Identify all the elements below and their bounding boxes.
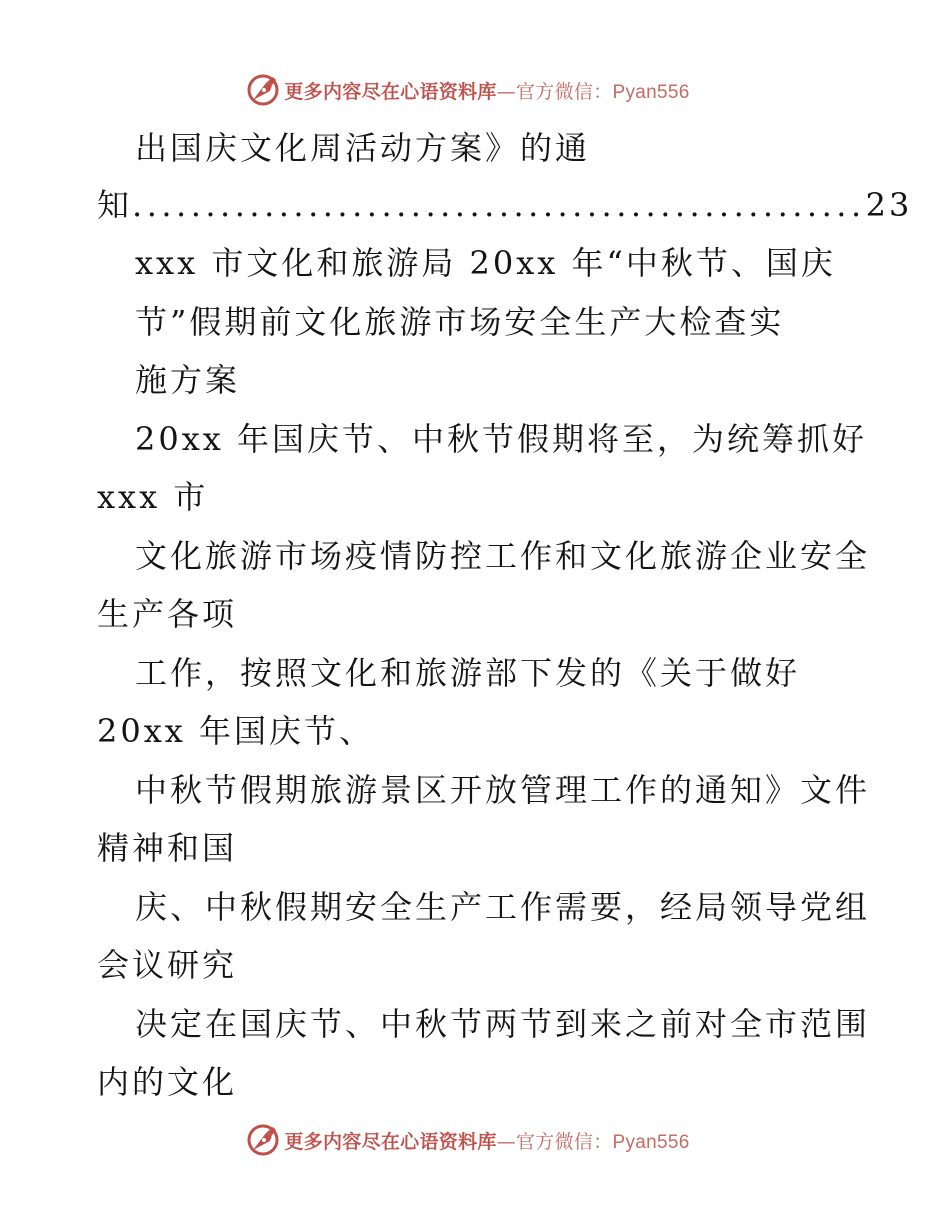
- doc-title-line-1: xxx 市文化和旅游局 20xx 年“中秋节、国庆: [135, 244, 836, 282]
- header-banner: [0, 70, 950, 110]
- header-banner-text: [284, 77, 689, 104]
- doc-body-line-3: 文化旅游市场疫情防控工作和文化旅游企业安全: [135, 537, 871, 575]
- toc-entry-leader-dots: ..................................................: [132, 186, 866, 224]
- doc-body-line-6: 20xx 年国庆节、: [97, 712, 374, 750]
- doc-body-line-12: 内的文化: [97, 1063, 238, 1101]
- footer-banner-content: [246, 1123, 689, 1157]
- doc-body-line-9: 庆、中秋假期安全生产工作需要，经局领导党组: [135, 888, 871, 926]
- pen-nib-logo-icon: [246, 1123, 280, 1157]
- doc-body-line-10: 会议研究: [97, 946, 238, 984]
- footer-banner-dash: —: [496, 1130, 516, 1153]
- header-banner-dash: —: [496, 80, 516, 103]
- doc-body-line-1: 20xx 年国庆节、中秋节假期将至，为统筹抓好: [135, 420, 867, 458]
- doc-title-line-3: 施方案: [135, 361, 241, 399]
- footer-banner-contact: 官方微信：: [516, 1130, 613, 1153]
- footer-banner: [0, 1120, 950, 1160]
- header-banner-content: [246, 73, 689, 107]
- doc-line-1: 出国庆文化周活动方案》的通: [135, 129, 591, 167]
- footer-banner-id: Pyan556: [612, 1131, 690, 1153]
- doc-body-line-11: 决定在国庆节、中秋节两节到来之前对全市范围: [135, 1005, 871, 1043]
- doc-body-line-7: 中秋节假期旅游景区开放管理工作的通知》文件: [135, 771, 871, 809]
- toc-entry-page-number: 23: [865, 186, 913, 224]
- doc-title-line-2: 节”假期前文化旅游市场安全生产大检查实: [135, 303, 785, 341]
- footer-banner-title: 更多内容尽在心语资料库: [284, 1130, 497, 1153]
- header-banner-title: 更多内容尽在心语资料库: [284, 80, 497, 103]
- doc-body-line-8: 精神和国: [97, 829, 238, 867]
- toc-entry-title: 知: [97, 186, 133, 224]
- header-banner-contact: 官方微信：: [516, 80, 613, 103]
- toc-entry[interactable]: [97, 185, 913, 225]
- doc-body-line-4: 生产各项: [97, 595, 238, 633]
- doc-body-line-2: xxx 市: [97, 478, 209, 516]
- header-banner-id: Pyan556: [612, 81, 690, 103]
- pen-nib-logo-icon: [246, 73, 280, 107]
- doc-body-line-5: 工作，按照文化和旅游部下发的《关于做好: [135, 654, 801, 692]
- footer-banner-text: [284, 1127, 689, 1154]
